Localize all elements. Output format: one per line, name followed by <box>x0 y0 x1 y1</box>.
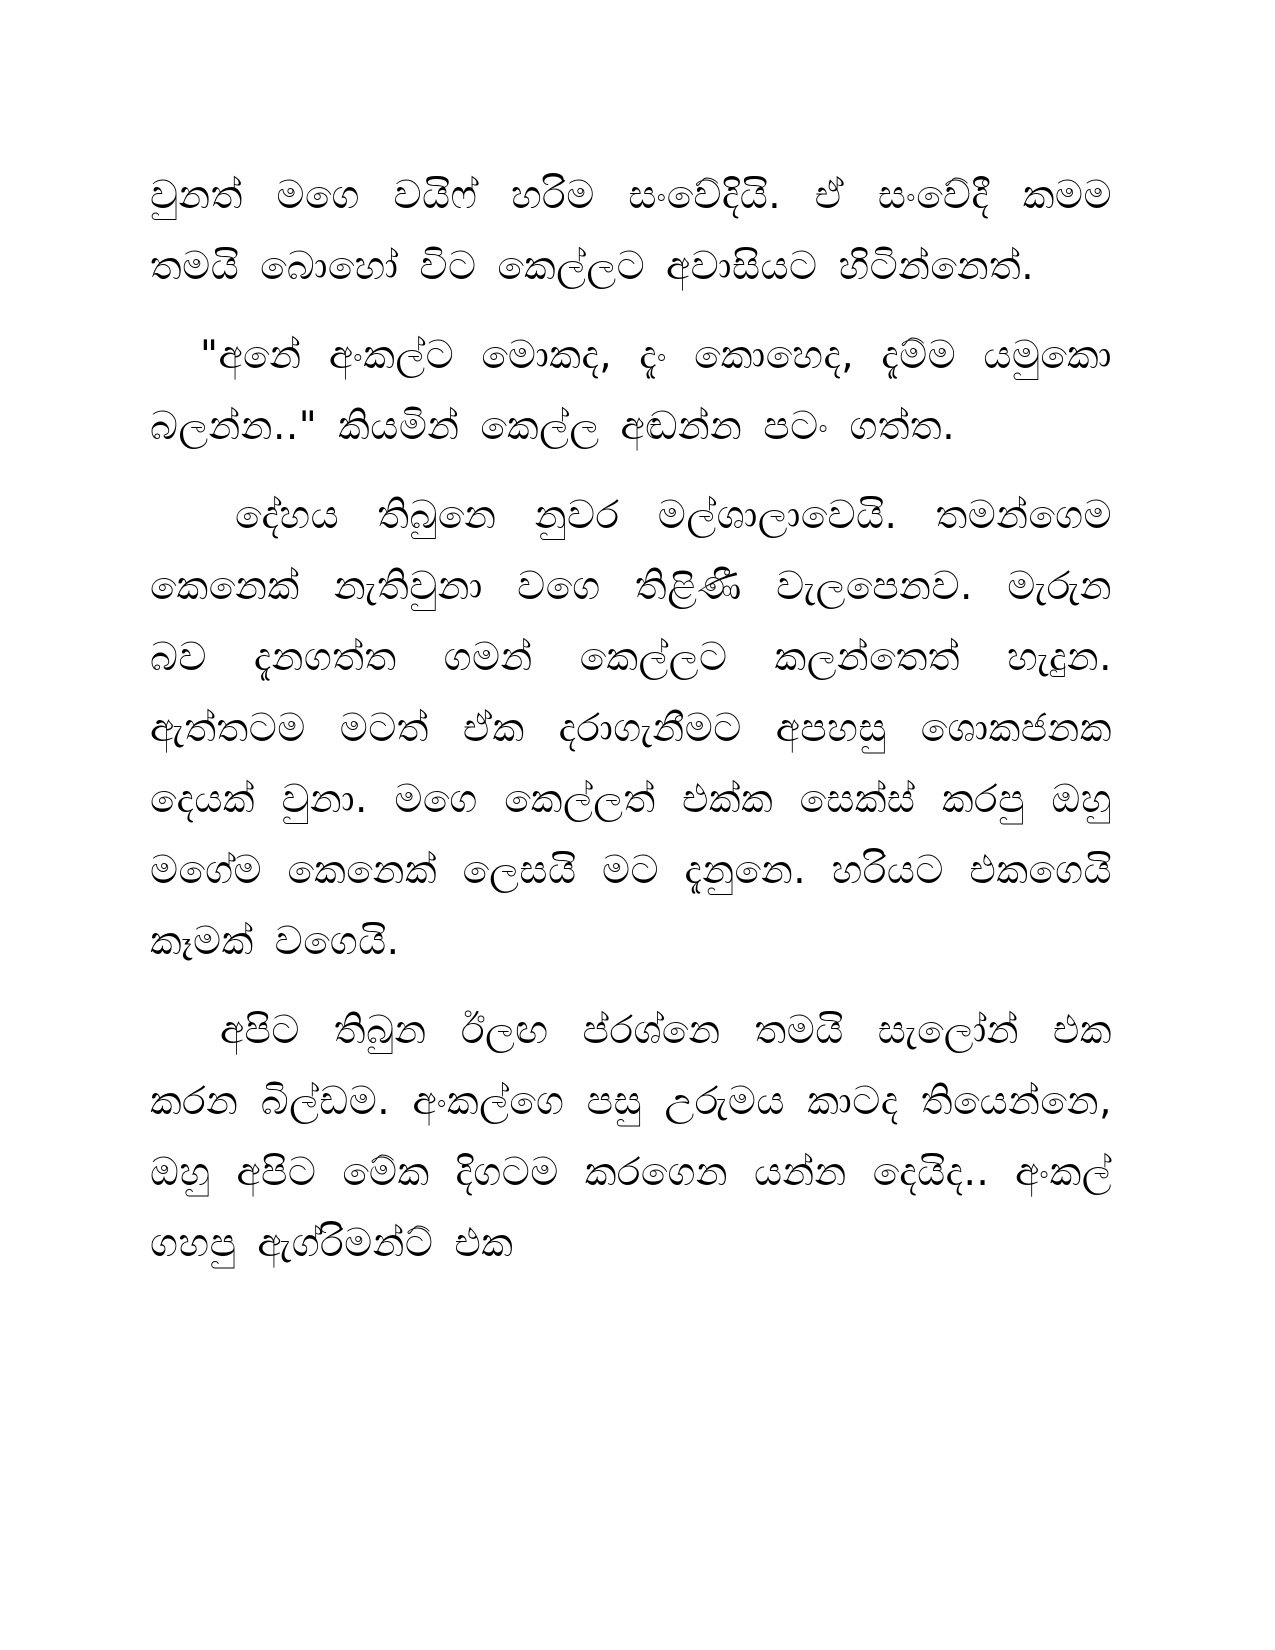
body-text <box>150 160 1112 1297</box>
paragraph-4: අපිට තිබුන ඊලඟ ප්රශ්නෙ තමයි සැලෝන් එක කරන බිල්ඩම. අංකල්ගෙ පසු උරුමය කාටද තියෙන්නෙ, ඔහු අපිට මේක දිගටම කරගෙන යන්න දෙයිද.. අංකල් ගහපු ඇග්රිමන්ට් එක <box>150 1008 1112 1266</box>
paragraph-2: "අනේ අංකල්ට මොකද, දැං කොහෙද, දැම්ම යමුකො බලන්න.." කියමින් කෙල්ල අඬන්න පටං ගත්ත. <box>150 333 1112 449</box>
paragraph-3: දේහය තිබුනෙ නුවර මල්ශාලාවෙයි. තමන්ගෙම කෙනෙක් නැතිවුනා වගෙ තිළිණී වැලපෙනව. මැරුන බව දැනගත්ත ගමන් කෙල්ලට කලන්තෙත් හැදුන. ඇත්තටම මටත් ඒක දරාගැනීමට අපහසු ශොකජනක දෙයක් වුනා. මගෙ කෙල්ලත් එක්ක සෙක්ස් කරපු ඔහු මගේම කෙනෙක් ලෙසයි මට දැනුනෙ. හරියට එකගෙයි කෑමක් වගෙයි. <box>150 493 1112 964</box>
paragraph-1: වුනත් මගෙ වයිෆ් හරිම සංවේදියි. ඒ සංවේදී කමම තමයි බොහෝ විට කෙල්ලට අවාසියට හිටින්නෙත්. <box>150 173 1112 289</box>
